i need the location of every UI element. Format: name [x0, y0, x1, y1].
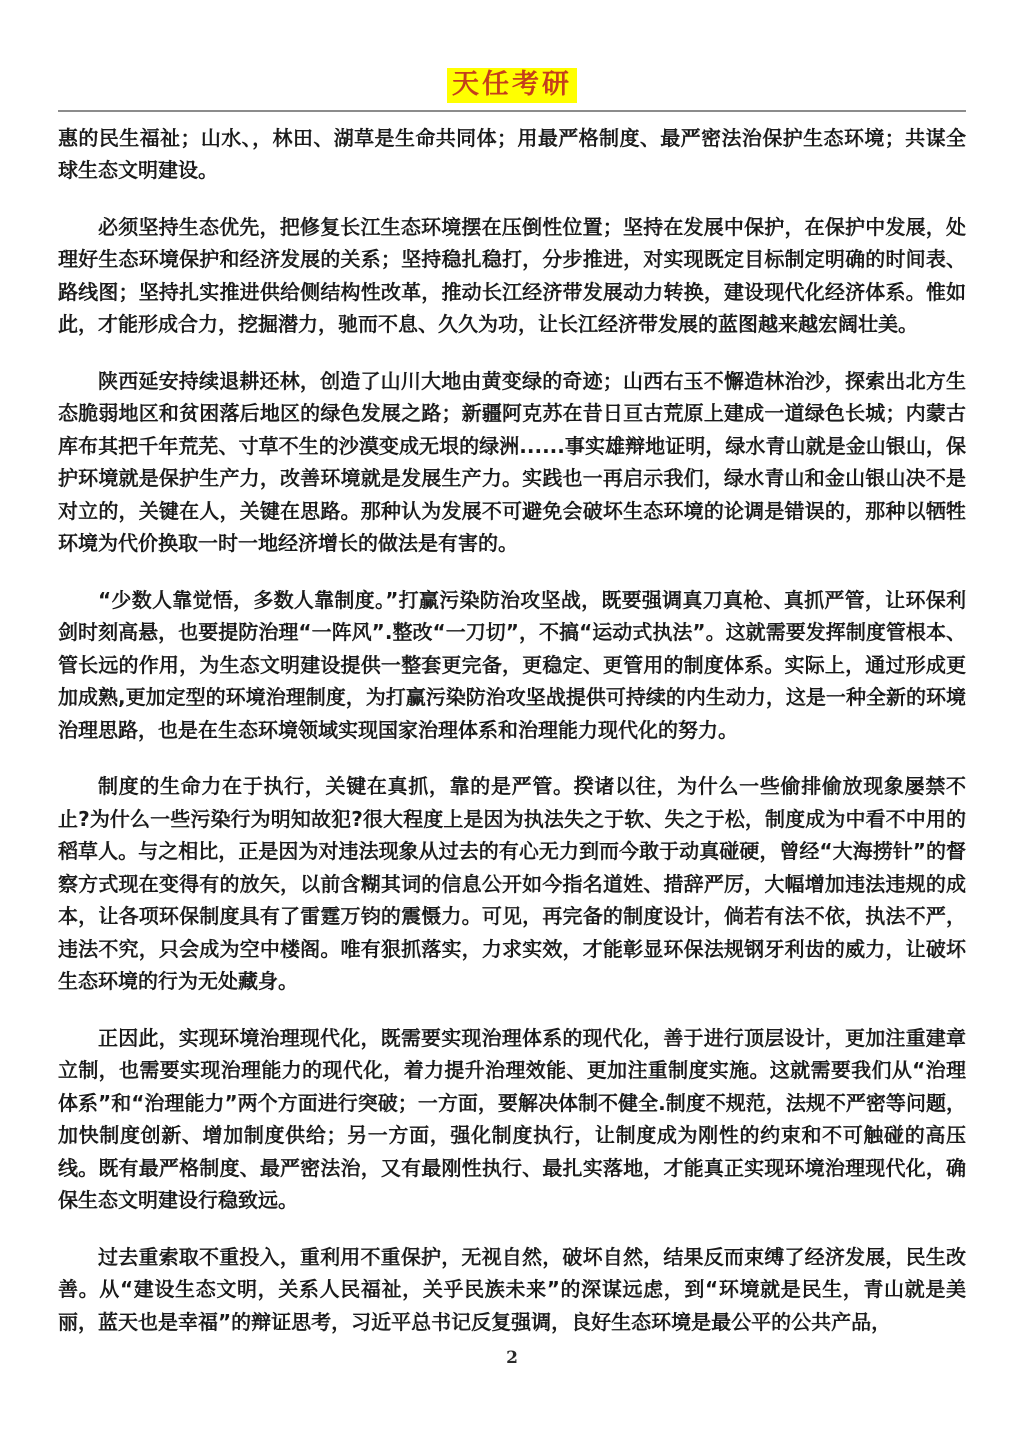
paragraph: “少数人靠觉悟，多数人靠制度。”打赢污染防治攻坚战，既要强调真刀真枪、真抓严管，让环保利剑时刻高悬，也要提防治理“一阵风”.整改“一刀切”，不搞“运动式执法”。这就需要发挥制度管根本、管长远的作用，为生态文明建设提供一整套更完备，更稳定、更管用的制度体系。实际上，通过形成更加成熟,更加定型的环境治理制度，为打赢污染防治攻坚战提供可持续的内生动力，这是一种全新的环境治理思路，也是在生态环境领域实现国家治理体系和治理能力现代化的努力。 [58, 587, 966, 742]
header-divider [58, 110, 966, 112]
page-header [58, 0, 966, 103]
paragraph: 过去重索取不重投入，重利用不重保护，无视自然，破坏自然，结果反而束缚了经济发展，民生改善。从“建设生态文明，关系人民福祉，关乎民族未来”的深谋远虑，到“环境就是民生，青山就是美丽，蓝天也是幸福”的辩证思考，习近平总书记反复强调，良好生态环境是最公平的公共产品， [58, 1244, 966, 1334]
paragraph: 陕西延安持续退耕还林，创造了山川大地由黄变绿的奇迹；山西右玉不懈造林治沙，探索出北方生态脆弱地区和贫困落后地区的绿色发展之路；新疆阿克苏在昔日亘古荒原上建成一道绿色长城；内蒙古库布其把千年荒芜、寸草不生的沙漠变成无垠的绿洲......事实雄辩地证明，绿水青山就是金山银山，保护环境就是保护生产力，改善环境就是发展生产力。实践也一再启示我们，绿水青山和金山银山决不是对立的，关键在人，关键在思路。那种认为发展不可避免会破坏生态环境的论调是错误的，那种以牺牲环境为代价换取一时一地经济增长的做法是有害的。 [58, 368, 966, 556]
document-body [58, 122, 966, 1339]
paragraph: 正因此，实现环境治理现代化，既需要实现治理体系的现代化，善于进行顶层设计，更加注重建章立制，也需要实现治理能力的现代化，着力提升治理效能、更加注重制度实施。这就需要我们从“治理体系”和“治理能力”两个方面进行突破；一方面，要解决体制不健全.制度不规范，法规不严密等问题，加快制度创新、增加制度供给；另一方面，强化制度执行，让制度成为刚性的约束和不可触碰的高压线。既有最严格制度、最严密法治，又有最刚性执行、最扎实落地，才能真正实现环境治理现代化，确保生态文明建设行稳致远。 [58, 1025, 966, 1213]
page-number: 2 [506, 1348, 518, 1368]
brand-logo: 天任考研 [447, 68, 577, 103]
paragraph: 制度的生命力在于执行，关键在真抓，靠的是严管。揆诸以往，为什么一些偷排偷放现象屡禁不止?为什么一些污染行为明知故犯?很大程度上是因为执法失之于软、失之于松，制度成为中看不中用的稻草人。与之相比，正是因为对违法现象从过去的有心无力到而今敢于动真碰硬，曾经“大海捞针”的督察方式现在变得有的放矢，以前含糊其词的信息公开如今指名道姓、措辞严厉，大幅增加违法违规的成本，让各项环保制度具有了雷霆万钧的震慑力。可见，再完备的制度设计，倘若有法不依，执法不严，违法不究，只会成为空中楼阁。唯有狠抓落实，力求实效，才能彰显环保法规钢牙利齿的威力，让破坏生态环境的行为无处藏身。 [58, 774, 966, 994]
paragraph: 惠的民生福祉；山水、，林田、湖草是生命共同体；用最严格制度、最严密法治保护生态环境；共谋全球生态文明建设。 [58, 125, 966, 183]
paragraph: 必须坚持生态优先，把修复长江生态环境摆在压倒性位置；坚持在发展中保护，在保护中发展，处理好生态环境保护和经济发展的关系；坚持稳扎稳打，分步推进，对实现既定目标制定明确的时间表、路线图；坚持扎实推进供给侧结构性改革，推动长江经济带发展动力转换，建设现代化经济体系。惟如此，才能形成合力，挖掘潜力，驰而不息、久久为功，让长江经济带发展的蓝图越来越宏阔壮美。 [58, 214, 966, 337]
